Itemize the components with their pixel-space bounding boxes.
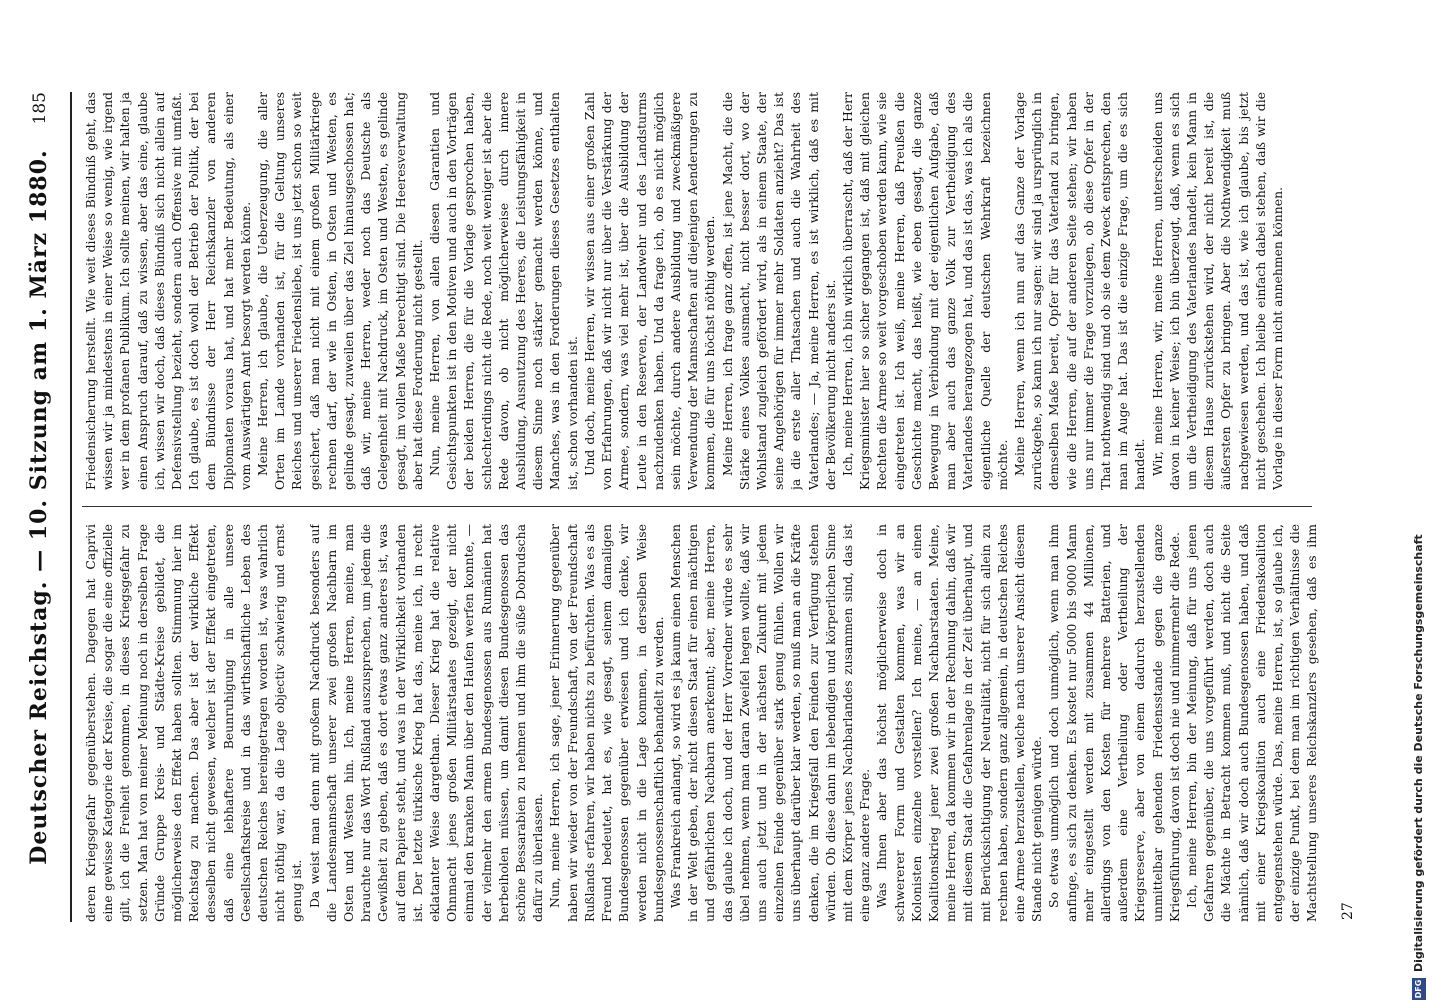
paragraph: Meine Herren, ich glaube, die Ueberzeugung, die aller Orten im Lande vorhanden ist, für die Geltung unseres Reiches und unserer Friedensliebe, ist uns jetzt schon so weit gesichert, daß man nicht mit einem großen Militärkriege rechnen darf, der wie in Osten, in Osten und Westen, es gelinde gesagt, zuweilen über das Ziel hinausgeschossen hat; daß wir, meine Herren, weder noch das Deutsche als Gelegenheit mit Nachdruck, im Osten und Westen, es gelinde gesagt, im vollen Maße berechtigt sind. Die Heeresverwaltung aber hat diese Forderung nicht gestellt. xyxy=(255,92,425,490)
page-header xyxy=(20,92,60,922)
page-number: 185 xyxy=(30,92,50,125)
dfg-logo: DFG xyxy=(1412,978,1426,1000)
paragraph: Nun, meine Herren, ich sage, jener Erinnerung gegenüber haben wir wieder von der Freundschaft, von der Freundschaft Rußlands erfahren, wir haben nichts zu befürchten. Was es als Freund bedeutet, hat es, wie gesagt, seinem damaligen Bundesgenossen gegenüber erwiesen und ich denke, wir werden nicht in die Lage kommen, in derselben Weise bundesgenossenschaftlich behandelt zu werden. xyxy=(547,524,666,922)
paragraph: deren Kriegsgefahr gegenüberstehen. Dagegen hat Caprivi eine gewisse Kategorie der Kreise, die sogar die eine offizielle gilt, ich die Freiheit genommen, in dieses Kriegsgefahr zu setzen. Man hat von meiner Meinung noch in derselben Frage Gründe Gruppe Kreis- und Städte-Kreise gebildet, die möglicherweise den Effekt haben sollten. Stimmung hier im Reichstag zu machen. Das aber ist der wirkliche Effekt desselben nicht gewesen, welcher ist der Effekt eingetreten, daß eine lebhaftere Beunruhigung in alle unsere Gesellschaftskreise und in das wirthschaftliche Leben des deutschen Reiches hereingetragen worden ist, was wahrlich nicht nöthig war, da die Lage objectiv schwierig und ernst genug ist. xyxy=(83,524,305,922)
paragraph: So etwas unmöglich und doch unmöglich, wenn man ihm anfinge, es sich zu denken. Es kostet nur 5000 bis 9000 Mann mehr eingestellt werden mit zusammen 44 Millionen, allerdings von den Kosten für mehrere Batterien, und außerdem eine Vertheilung oder Vertheilung der Kriegsreserve, aber von einem dadurch herzustellenden unmittelbar gehenden Friedensstande gegen die ganze Kriegsführung, davon ist doch nie und nimmermehr die Rede. xyxy=(1046,524,1182,922)
paragraph: Und doch, meine Herren, wir wissen aus einer großen Zahl von Erfahrungen, daß wir nicht nur über die Verstärkung der Armee, sondern, was viel mehr ist, über die Ausbildung der Leute in den Reserven, der Landwehr und des Landsturms nachzudenken haben. Und da frage ich, ob es nicht möglich sein möchte, durch andere Ausbildung und zweckmäßigere Verwendung der Mannschaften auf diejenigen Aenderungen zu kommen, die für uns höchst nöthig werden. xyxy=(581,92,718,490)
paragraph: Nun, meine Herren, von allen diesen Garantien und Gesichtspunkten ist in den Motiven und auch in den Vorträgen der beiden Herren, die für die Vorlage gesprochen haben, schlechterdings nicht die Rede, noch weit weniger ist aber die Rede davon, ob nicht möglicherweise durch innere Ausbildung, Ausnutzung des Heeres, die Leistungsfähigkeit in diesem Sinne noch stärker gemacht werden könne, und Manches, was in den Forderungen dieses Gesetzes enthalten ist, schon vorhanden ist. xyxy=(427,92,580,490)
left-column xyxy=(82,524,1322,922)
signature-mark: 27 xyxy=(1340,902,1356,920)
paragraph: Was Frankreich anlangt, so wird es ja kaum einen Menschen in der Welt geben, der nicht diesen Staat für einen mächtigen und gefährlichen Nachbarn anerkennt; aber, meine Herren, das glaube ich doch, und der Herr Vorredner würde es sehr übel nehmen, wenn man daran Zweifel hegen wollte, daß wir uns auch jetzt und in der nächsten Zukunft mit jedem einzelnen Feinde gegenüber stark genug fühlen. Wollen wir uns überhaupt darüber klar werden, so muß man an die Kräfte denken, die im Kriegsfall den Feinden zur Verfügung stehen würden. Ob diese dann im lebendigen und körperlichen Sinne mit dem Körper jenes Nachbarlandes zusammen sind, das ist eine ganz andere Frage. xyxy=(667,524,873,922)
paragraph: Was Ihnen aber das höchst möglicherweise doch in schwererer Form und Gestalten kommen, was wir an Kolonisten einzelne vorstellen? Ich meine, — an einen Koalitionskrieg jener zwei großen Nachbarstaaten. Meine, meine Herren, da kommen wir in der Rechnung dahin, daß wir mit diesem Staat die Gefahrenlage in der Zeit überhaupt, und mit Berücksichtigung der Neutralität, nicht für sich allein zu rechnen haben, sondern ganz allgemein, in deutschen Reiches eine Armee herzustellen, welche nach unserer Ansicht diesem Stande nicht genügen würde. xyxy=(874,524,1045,922)
header-rule xyxy=(70,92,72,922)
paragraph: Wir, meine Herren, wir, meine Herren, unterscheiden uns davon in keiner Weise; ich bin überzeugt, daß, wenn es sich um die Vertheidigung des Vaterlandes handelt, kein Mann in diesem Hause zurückstehen wird, der nicht bereit ist, die äußersten Opfer zu bringen. Aber die Nothwendigkeit muß nachgewiesen werden, und das ist, wie ich glaube, bis jetzt nicht geschehen. Ich bleibe einfach dabei stehen, daß wir die Vorlage in dieser Form nicht annehmen können. xyxy=(1149,92,1286,490)
paragraph: Ich, meine Herren, bin der Meinung, daß für uns jenen Gefahren gegenüber, die uns vorgeführt werden, doch auch die Mächte in Betracht kommen muß, und nicht die Seite nämlich, daß wir doch auch Bundesgenossen haben, und daß mit einer Kriegskoalition auch eine Friedenskoalition entgegenstehen würde. Das, meine Herren, ist, so glaube ich, der einzige Punkt, bei dem man im richtigen Verhältnisse die Machtstellung unseres Reichskanzlers gesehen, daß es ihm xyxy=(1184,524,1320,922)
right-column xyxy=(82,92,1322,490)
footer-credit: Digitalisierung gefördert durch die Deutsche Forschungsgemeinschaft xyxy=(1412,534,1425,972)
paragraph: Friedensicherung herstellt. Wie weit dieses Bündniß geht, das wissen wir ja mindestens in einer Weise so wenig, wie irgend wer in dem profanen Publikum. Ich sollte meinen, wir halten ja einen Anspruch darauf, daß zu wissen, aber das eine, glaube ich, wissen wir doch, daß dieses Bündniß sich nicht allein auf Defensivstellung bezieht, sondern auch Offensive mit umfaßt. Ich glaube, es ist doch wohl der Betrieb der Politik, der bei dem Bündnisse der Herr Reichskanzler von anderen Diplomaten voraus hat, und hat mehr Bedeutung, als einer vom Auswärtigen Amt besorgt werden könne. xyxy=(83,92,253,490)
column-divider xyxy=(82,506,1312,507)
paragraph: Meine Herren, wenn ich nun auf das Ganze der Vorlage zurückgehe, so kann ich nur sagen: wir sind ja ursprünglich in demselben Maße bereit, Opfer für das Vaterland zu bringen, wie die Herren, die auf der anderen Seite stehen; wir haben uns nur immer die Frage vorzulegen, ob diese Opfer in der That nothwendig sind und ob sie dem Zweck entsprechen, den man im Auge hat. Das ist die einzige Frage, um die es sich handelt. xyxy=(1011,92,1148,490)
paragraph: Ich, meine Herren, ich bin wirklich überrascht, daß der Herr Kriegsminister hier so sicher gegangen ist, daß mit gleichen Rechten die Armee so weit vorgeschoben werden kann, wie sie eingetreten ist. Ich weiß, meine Herren, daß Preußen die Geschichte macht, das heißt, wie eben gesagt, die ganze Bewegung in Verbindung mit der eigentlichen Aufgabe, daß man aber auch das ganze Volk zur Vertheidigung des Vaterlandes herangezogen hat, und das ist das, was ich als die eigentliche Quelle der deutschen Wehrkraft bezeichnen möchte. xyxy=(839,92,1010,490)
paragraph: Da weist man denn mit großem Nachdruck besonders auf die Landesmannschaft unserer zwei großen Nachbarn im Osten und Westen hin. Ich, meine Herren, meine, man brauchte nur das Wort Rußland auszusprechen, um jedem die Gewißheit zu geben, daß es dort etwas ganz anderes ist, was auf dem Papiere steht, und was in der Wirklichkeit vorhanden ist. Der letzte türkische Krieg hat das, meine ich, in recht eklatanter Weise dargethan. Dieser Krieg hat die relative Ohnmacht jenes großen Militärstaates gezeigt, der nicht einmal den kranken Mann über den Haufen werfen konnte, — der vielmehr den armen Bundesgenossen aus Rumänien hat herbeiholen müssen, um damit diesen Bundesgenossen das schöne Bessarabien zu nehmen und ihm die süße Dobrudscha dafür zu überlassen. xyxy=(306,524,546,922)
running-title: Deutscher Reichstag. — 10. Sitzung am 1. März 1880. xyxy=(26,149,52,865)
footer xyxy=(1404,0,1432,1000)
paragraph: Meine Herren, ich frage ganz offen, ist jene Macht, die die Stärke eines Volkes ausmacht, nicht besser dort, wo der Wohlstand zugleich gefördert wird, als in einem Staate, der seine Angehörigen für immer mehr Soldaten anzieht? Das ist ja die erste aller Thatsachen und auch die Wahrheit des Vaterlandes; — Ja, meine Herren, es ist wirklich, daß es mit der Bevölkerung nicht anders ist. xyxy=(719,92,838,490)
